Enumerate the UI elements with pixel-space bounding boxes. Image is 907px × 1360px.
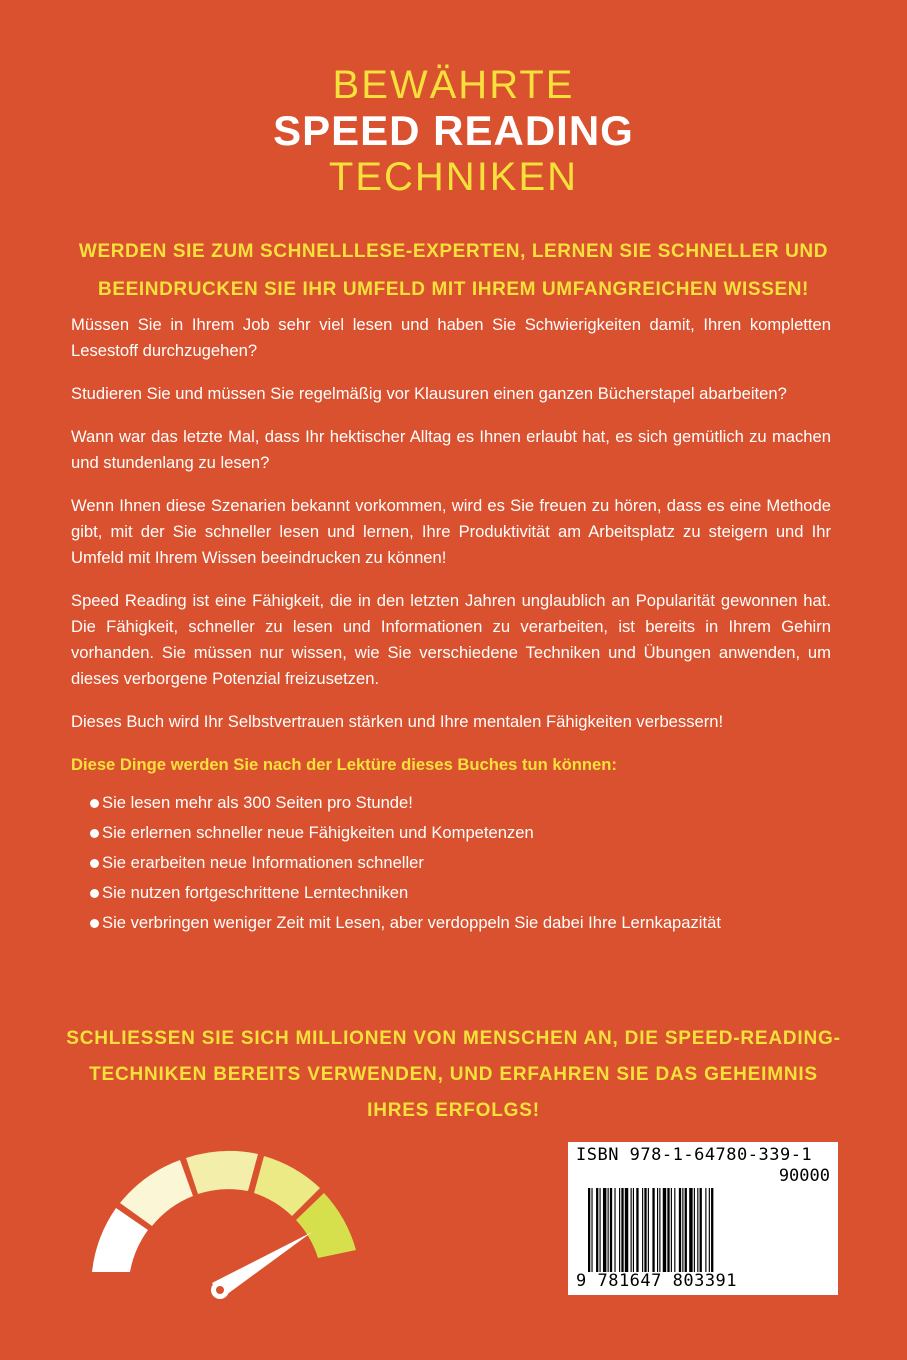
list-item	[71, 848, 831, 878]
barcode-bar	[657, 1188, 658, 1272]
list-item-text: Sie nutzen fortgeschrittene Lerntechniken	[102, 883, 409, 902]
tagline: WERDEN SIE ZUM SCHNELLLESE-EXPERTEN, LERNEN SIE SCHNELLER UND BEEINDRUCKEN SIE IHR UMFELD MIT IHREM UMFANGREICHEN WISSEN!	[78, 241, 829, 300]
barcode-bar	[631, 1188, 632, 1272]
list-item-text: Sie erarbeiten neue Informationen schneller	[102, 853, 424, 872]
title-line-1: BEWÄHRTE	[332, 63, 575, 107]
barcode-bar	[671, 1188, 672, 1272]
barcode-bar	[625, 1188, 628, 1272]
closing-statement: SCHLIESSEN SIE SICH MILLIONEN VON MENSCHEN AN, DIE SPEED-READING-TECHNIKEN BEREITS VERWENDEN, UND ERFAHREN SIE DAS GEHEIMNIS IHRES ERFOLGS!	[66, 1028, 841, 1121]
isbn-label: ISBN 978-1-64780-339-1	[576, 1145, 813, 1165]
barcode-bar	[619, 1188, 620, 1272]
paragraph: Dieses Buch wird Ihr Selbstvertrauen stärken und Ihre mentalen Fähigkeiten verbessern!	[71, 712, 724, 731]
list-item	[71, 908, 831, 938]
paragraph: Wenn Ihnen diese Szenarien bekannt vorkommen, wird es Sie freuen zu hören, dass es eine Methode gibt, mit der Sie schneller lesen und lernen, Ihre Produktivität am Arbeitsplatz zu steigern und Ihr Umfeld mit Ihrem Wissen beeindrucken zu können!	[71, 496, 831, 567]
benefits-list	[71, 788, 831, 938]
paragraph: Müssen Sie in Ihrem Job sehr viel lesen und haben Sie Schwierigkeiten damit, Ihren kompletten Lesestoff durchzugehen?	[71, 315, 831, 360]
barcode-bar	[682, 1188, 683, 1272]
list-item-text: Sie erlernen schneller neue Fähigkeiten und Kompetenzen	[102, 823, 534, 842]
list-item-text: Sie lesen mehr als 300 Seiten pro Stunde!	[102, 793, 413, 812]
title-line-3: TECHNIKEN	[328, 155, 579, 199]
barcode-bar	[621, 1188, 623, 1272]
barcode-bar	[700, 1188, 702, 1272]
barcode-bar	[711, 1188, 713, 1272]
bullet-dot-icon	[90, 799, 99, 808]
body-text	[71, 312, 831, 938]
list-item-text: Sie verbringen weniger Zeit mit Lesen, aber verdoppeln Sie dabei Ihre Lernkapazität	[102, 913, 721, 932]
barcode-bar	[600, 1188, 601, 1272]
barcode-bar	[596, 1188, 598, 1272]
paragraph: Speed Reading ist eine Fähigkeit, die in den letzten Jahren unglaublich an Popularität gewonnen hat. Die Fähigkeit, schneller zu lesen und Informationen zu verarbeiten, ist bereits in Ihrem Gehirn vorhanden. Sie müssen nur wissen, wie Sie verschiedene Techniken und Übungen anwenden, um dieses verborgene Potenzial freizusetzen.	[71, 591, 831, 688]
gauge-segment-3	[186, 1151, 258, 1194]
barcode-bar	[636, 1188, 638, 1272]
barcode-bar	[652, 1188, 654, 1272]
barcode-bar	[689, 1188, 692, 1272]
barcode-bar	[603, 1188, 606, 1272]
barcode-bar	[685, 1188, 687, 1272]
barcode-bar	[694, 1188, 695, 1272]
barcode-bar	[674, 1188, 675, 1272]
barcode-bar	[697, 1188, 698, 1272]
list-intro: Diese Dinge werden Sie nach der Lektüre dieses Buches tun können:	[71, 755, 617, 774]
barcode-bar	[614, 1188, 615, 1272]
bullet-dot-icon	[90, 889, 99, 898]
gauge-segment-1	[92, 1208, 148, 1272]
barcode-bar	[608, 1188, 609, 1272]
isbn-barcode	[568, 1142, 838, 1295]
barcode-bar	[659, 1188, 660, 1272]
barcode-bar	[709, 1188, 710, 1272]
gauge-segment-2	[120, 1160, 193, 1226]
paragraph: Wann war das letzte Mal, dass Ihr hektischer Alltag es Ihnen erlaubt hat, es sich gemütlich zu machen und stundenlang zu lesen?	[71, 427, 831, 472]
barcode-bar	[663, 1188, 666, 1272]
book-title	[0, 62, 907, 200]
bullet-dot-icon	[90, 829, 99, 838]
barcode-bar	[610, 1188, 612, 1272]
speedometer-icon	[80, 1150, 380, 1300]
list-item	[71, 788, 831, 818]
barcode-bars	[588, 1188, 814, 1272]
isbn-number: 9 781647 803391	[576, 1271, 738, 1291]
barcode-bar	[588, 1188, 590, 1272]
list-item	[71, 818, 831, 848]
barcode-bar	[633, 1188, 634, 1272]
barcode-bar	[667, 1188, 669, 1272]
title-line-2: SPEED READING	[273, 107, 634, 154]
barcode-bar	[705, 1188, 706, 1272]
gauge-needle-hub-center	[216, 1286, 224, 1294]
bullet-dot-icon	[90, 859, 99, 868]
bullet-dot-icon	[90, 919, 99, 928]
barcode-bar	[648, 1188, 649, 1272]
price-code: 90000	[778, 1166, 830, 1186]
list-item	[71, 878, 831, 908]
paragraph: Studieren Sie und müssen Sie regelmäßig vor Klausuren einen ganzen Bücherstapel abarbeiten?	[71, 384, 787, 403]
barcode-bar	[642, 1188, 643, 1272]
barcode-bar	[591, 1188, 592, 1272]
barcode-bar	[644, 1188, 646, 1272]
barcode-bar	[679, 1188, 681, 1272]
